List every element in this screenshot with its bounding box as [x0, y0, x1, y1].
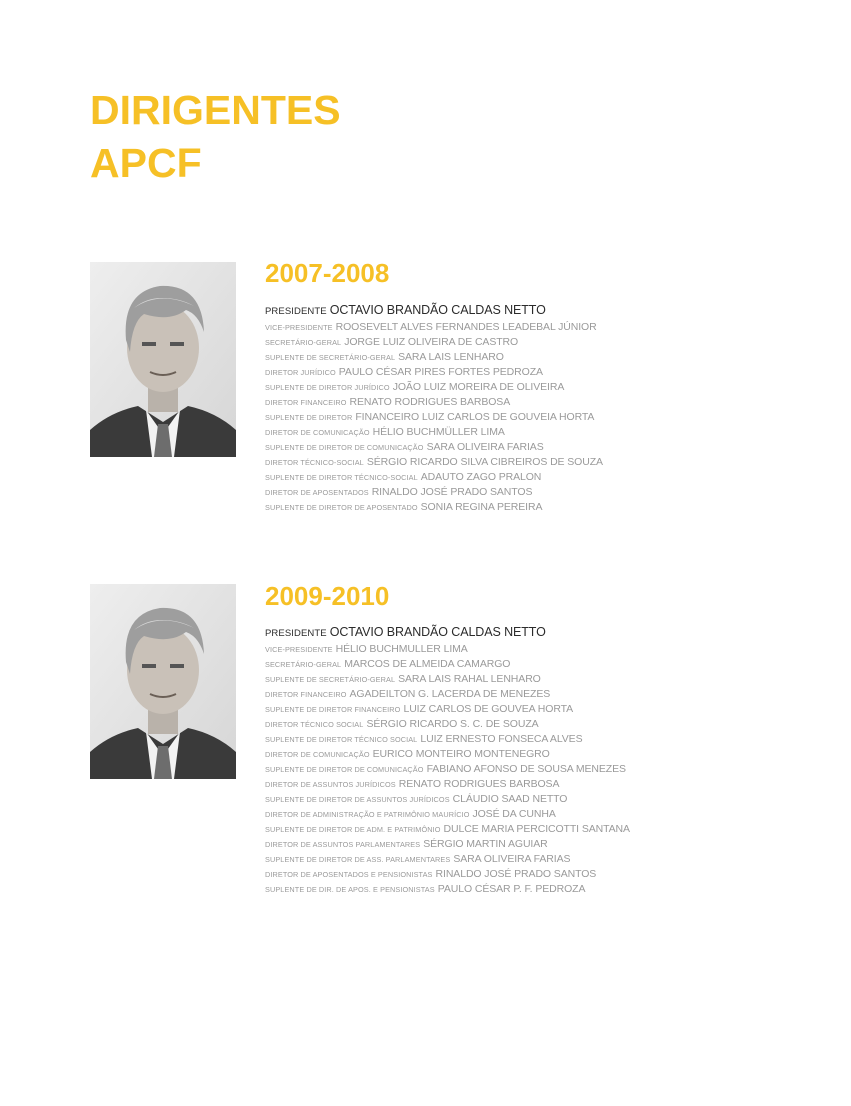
- member-name: LUIZ CARLOS DE GOUVEA HORTA: [403, 703, 574, 715]
- role-label: DIRETOR DE ADMINISTRAÇÃO E PATRIMÔNIO MAURÍCIO: [265, 810, 470, 819]
- role-label: SUPLENTE DE DIR. DE APOS. E PENSIONISTAS: [265, 885, 435, 894]
- role-label: PRESIDENTE: [265, 306, 327, 317]
- member-name: LUIZ ERNESTO FONSECA ALVES: [420, 733, 583, 745]
- list-item: [265, 623, 630, 640]
- role-label: SUPLENTE DE DIRETOR DE ADM. E PATRIMÔNIO: [265, 825, 441, 834]
- member-name: SÉRGIO RICARDO SILVA CIBREIROS DE SOUZA: [366, 456, 603, 468]
- role-label: DIRETOR TÉCNICO-SOCIAL: [265, 458, 364, 467]
- member-name: SARA OLIVEIRA FARIAS: [426, 441, 544, 453]
- list-item: [265, 805, 630, 820]
- list-item: [265, 670, 630, 685]
- list-item: [265, 498, 603, 513]
- list-item: [265, 348, 603, 363]
- list-item: [265, 453, 603, 468]
- page-title-line-2: APCF: [90, 140, 202, 186]
- role-label: SUPLENTE DE DIRETOR DE COMUNICAÇÃO: [265, 765, 424, 774]
- list-item: [265, 730, 630, 745]
- list-item: [265, 468, 603, 483]
- member-name: FABIANO AFONSO DE SOUSA MENEZES: [426, 763, 626, 775]
- member-name: SÉRGIO MARTIN AGUIAR: [423, 838, 548, 850]
- member-name: JOSÉ DA CUNHA: [472, 808, 556, 820]
- list-item: [265, 408, 603, 423]
- board-member-list: [265, 623, 630, 895]
- member-name: RENATO RODRIGUES BARBOSA: [398, 778, 560, 790]
- list-item: [265, 640, 630, 655]
- role-label: SUPLENTE DE SECRETÁRIO-GERAL: [265, 675, 396, 684]
- list-item: [265, 790, 630, 805]
- page-title-line-1: DIRIGENTES: [90, 87, 341, 133]
- member-name: RINALDO JOSÉ PRADO SANTOS: [371, 486, 533, 498]
- role-label: SUPLENTE DE DIRETOR TÉCNICO-SOCIAL: [265, 473, 418, 482]
- member-name: HÉLIO BUCHMULLER LIMA: [335, 643, 468, 655]
- list-item: [265, 378, 603, 393]
- member-name: SARA LAIS LENHARO: [398, 351, 504, 363]
- list-item: [265, 483, 603, 498]
- role-label: DIRETOR TÉCNICO SOCIAL: [265, 720, 364, 729]
- role-label: VICE-PRESIDENTE: [265, 323, 333, 332]
- member-name: FINANCEIRO LUIZ CARLOS DE GOUVEIA HORTA: [355, 411, 595, 423]
- list-item: [265, 775, 630, 790]
- role-label: SUPLENTE DE DIRETOR DE COMUNICAÇÃO: [265, 443, 424, 452]
- role-label: SUPLENTE DE DIRETOR JURÍDICO: [265, 383, 390, 392]
- president-portrait-photo: [90, 262, 236, 457]
- role-label: SUPLENTE DE DIRETOR DE APOSENTADO: [265, 503, 418, 512]
- member-name: SARA LAIS RAHAL LENHARO: [398, 673, 541, 685]
- list-item: [265, 850, 630, 865]
- role-label: SUPLENTE DE DIRETOR FINANCEIRO: [265, 705, 401, 714]
- role-label: SECRETÁRIO-GERAL: [265, 660, 342, 669]
- list-item: [265, 438, 603, 453]
- role-label: SUPLENTE DE DIRETOR DE ASS. PARLAMENTARES: [265, 855, 451, 864]
- role-label: DIRETOR FINANCEIRO: [265, 398, 347, 407]
- board-member-list: [265, 301, 603, 513]
- role-label: DIRETOR DE ASSUNTOS JURÍDICOS: [265, 780, 396, 789]
- list-item: [265, 820, 630, 835]
- page-title: [90, 84, 341, 190]
- member-name: SARA OLIVEIRA FARIAS: [453, 853, 571, 865]
- list-item: [265, 865, 630, 880]
- member-name: RINALDO JOSÉ PRADO SANTOS: [435, 868, 597, 880]
- member-name: ADAUTO ZAGO PRALON: [420, 471, 542, 483]
- member-name: EURICO MONTEIRO MONTENEGRO: [372, 748, 550, 760]
- list-item: [265, 745, 630, 760]
- president-portrait-photo: [90, 584, 236, 779]
- list-item: [265, 685, 630, 700]
- role-label: PRESIDENTE: [265, 628, 327, 639]
- role-label: DIRETOR FINANCEIRO: [265, 690, 347, 699]
- role-label: DIRETOR DE COMUNICAÇÃO: [265, 750, 370, 759]
- member-name: DULCE MARIA PERCICOTTI SANTANA: [443, 823, 630, 835]
- member-name: AGADEILTON G. LACERDA DE MENEZES: [349, 688, 551, 700]
- role-label: SUPLENTE DE SECRETÁRIO-GERAL: [265, 353, 396, 362]
- member-name: SÉRGIO RICARDO S. C. DE SOUZA: [366, 718, 539, 730]
- member-name: HÉLIO BUCHMÜLLER LIMA: [372, 426, 505, 438]
- member-name: OCTAVIO BRANDÃO CALDAS NETTO: [329, 625, 546, 639]
- member-name: ROOSEVELT ALVES FERNANDES LEADEBAL JÚNIOR: [335, 321, 597, 333]
- member-name: PAULO CÉSAR PIRES FORTES PEDROZA: [338, 366, 543, 378]
- list-item: [265, 363, 603, 378]
- list-item: [265, 301, 603, 318]
- member-name: OCTAVIO BRANDÃO CALDAS NETTO: [329, 303, 546, 317]
- role-label: DIRETOR DE COMUNICAÇÃO: [265, 428, 370, 437]
- member-name: MARCOS DE ALMEIDA CAMARGO: [344, 658, 511, 670]
- member-name: RENATO RODRIGUES BARBOSA: [349, 396, 511, 408]
- list-item: [265, 715, 630, 730]
- role-label: VICE-PRESIDENTE: [265, 645, 333, 654]
- list-item: [265, 760, 630, 775]
- list-item: [265, 393, 603, 408]
- member-name: CLÁUDIO SAAD NETTO: [452, 793, 568, 805]
- role-label: DIRETOR DE ASSUNTOS PARLAMENTARES: [265, 840, 421, 849]
- list-item: [265, 655, 630, 670]
- list-item: [265, 318, 603, 333]
- member-name: JORGE LUIZ OLIVEIRA DE CASTRO: [344, 336, 519, 348]
- role-label: SUPLENTE DE DIRETOR: [265, 413, 353, 422]
- role-label: SUPLENTE DE DIRETOR TÉCNICO SOCIAL: [265, 735, 418, 744]
- list-item: [265, 700, 630, 715]
- list-item: [265, 333, 603, 348]
- list-item: [265, 835, 630, 850]
- list-item: [265, 423, 603, 438]
- term-heading: 2007-2008: [265, 258, 390, 288]
- role-label: DIRETOR JURÍDICO: [265, 368, 336, 377]
- list-item: [265, 880, 630, 895]
- role-label: SECRETÁRIO-GERAL: [265, 338, 342, 347]
- role-label: SUPLENTE DE DIRETOR DE ASSUNTOS JURÍDICOS: [265, 795, 450, 804]
- term-heading: 2009-2010: [265, 581, 390, 611]
- role-label: DIRETOR DE APOSENTADOS: [265, 488, 369, 497]
- member-name: PAULO CÉSAR P. F. PEDROZA: [437, 883, 586, 895]
- role-label: DIRETOR DE APOSENTADOS E PENSIONISTAS: [265, 870, 433, 879]
- member-name: JOÃO LUIZ MOREIRA DE OLIVEIRA: [392, 381, 565, 393]
- member-name: SONIA REGINA PEREIRA: [420, 501, 543, 513]
